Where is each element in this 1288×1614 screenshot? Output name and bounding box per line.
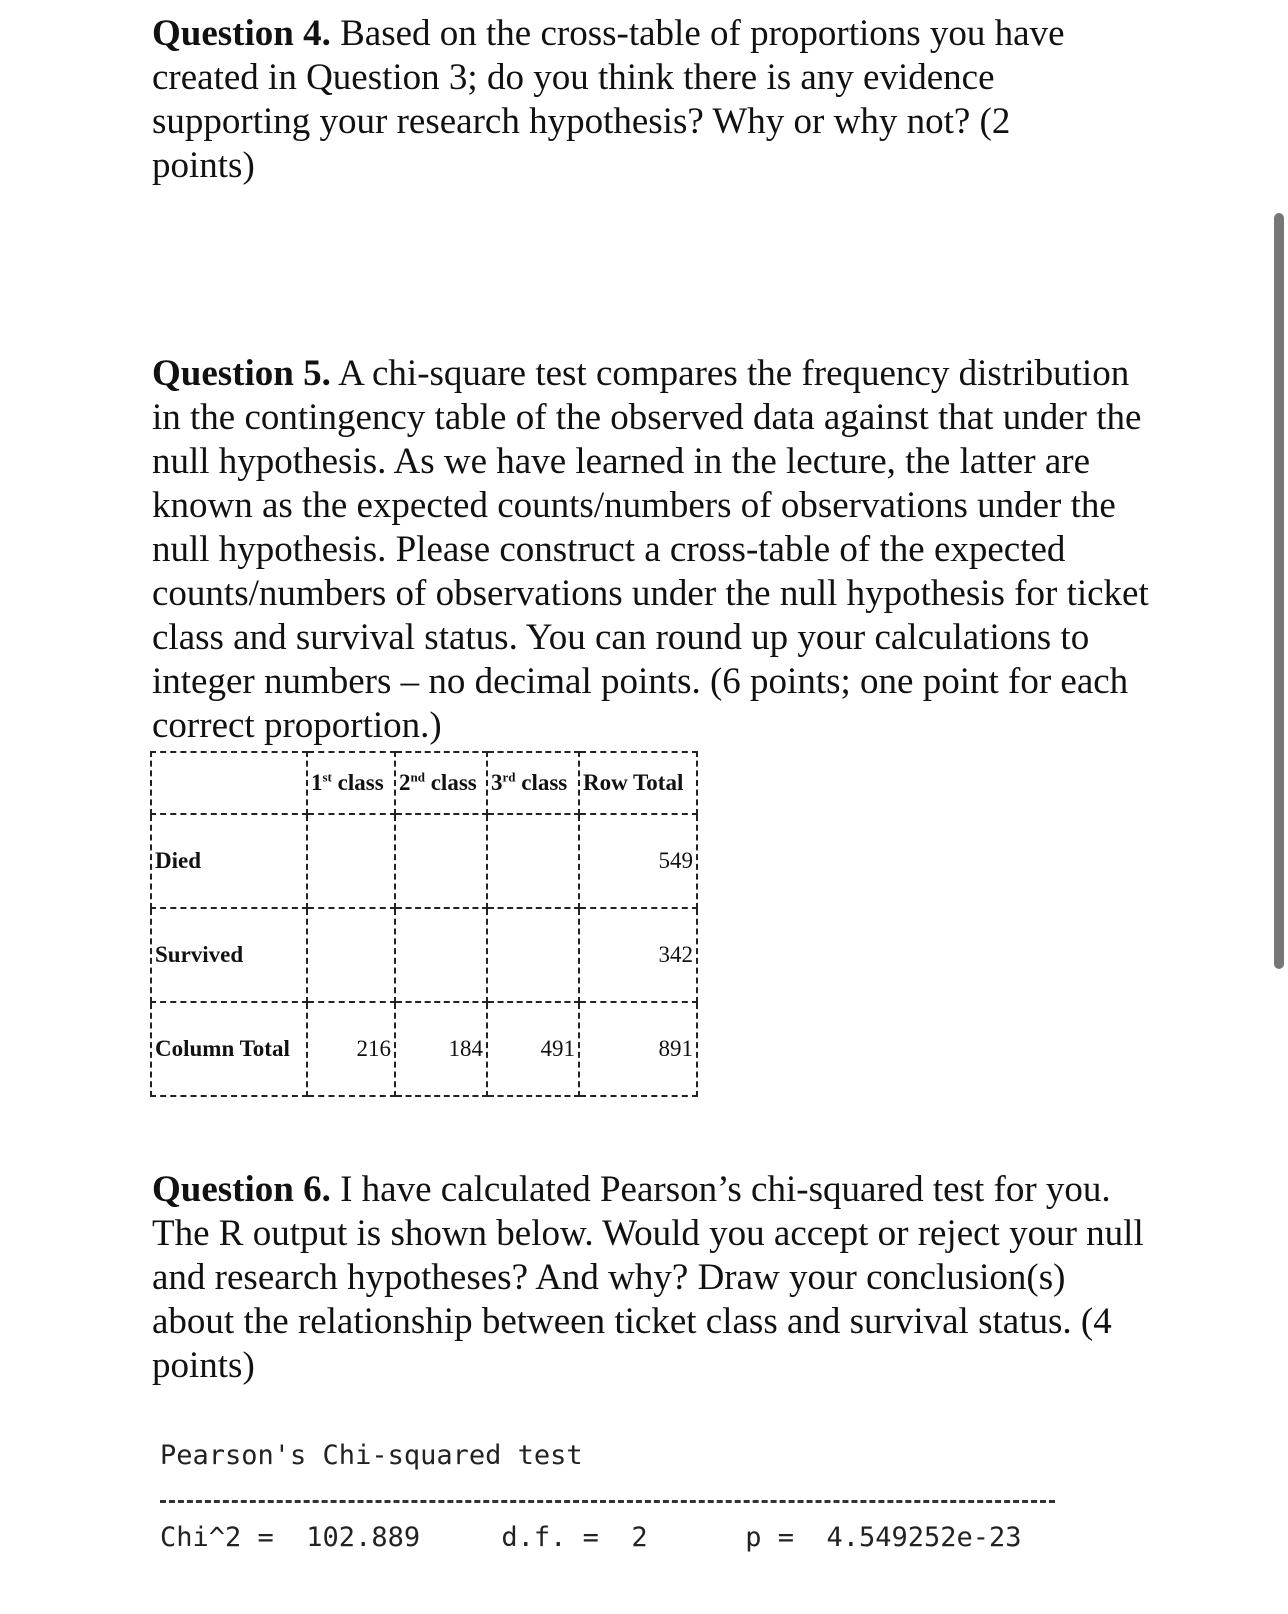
question-6 (152, 1168, 1152, 1388)
r-output-title: Pearson's Chi-squared test (160, 1440, 583, 1471)
cell-total-1st: 216 (307, 1002, 395, 1096)
table-header-row (151, 752, 697, 814)
cell-grand-total: 891 (579, 1002, 697, 1096)
cell-survived-3rd[interactable] (487, 908, 579, 1002)
header-2nd-num: 2 (399, 770, 411, 795)
question-4-text: Based on the cross-table of proportions you have created in Question 3; do you think there is any evidence supporting your research hypothesis? Why or why not? (2 points) (152, 13, 1065, 186)
header-2nd-sup: nd (410, 769, 425, 785)
r-output-stats: Chi^2 = 102.889 d.f. = 2 p = 4.549252e-23 (160, 1522, 1022, 1553)
r-output (160, 1440, 1022, 1553)
header-3rd-word: class (515, 770, 568, 795)
cell-died-total: 549 (579, 814, 697, 908)
row-label-column-total: Column Total (151, 1002, 307, 1096)
header-3rd-sup: rd (502, 769, 516, 785)
cell-total-2nd: 184 (395, 1002, 487, 1096)
cell-survived-total: 342 (579, 908, 697, 1002)
r-output-divider (160, 1500, 1055, 1503)
vertical-scrollbar[interactable] (1274, 213, 1284, 969)
question-4-label: Question 4. (152, 13, 331, 54)
cell-survived-1st[interactable] (307, 908, 395, 1002)
header-2nd-word: class (424, 770, 477, 795)
expected-counts-table (150, 751, 698, 1097)
table-row-column-total (151, 1002, 697, 1096)
header-1st-word: class (331, 770, 384, 795)
question-6-text: I have calculated Pearson’s chi-squared test for you. The R output is shown below. Would you accept or reject your null and research hypotheses? And why? Draw your conclusion(s) about the relationship between ticket class and survival status. (4 points) (152, 1169, 1144, 1386)
cell-died-2nd[interactable] (395, 814, 487, 908)
question-5 (152, 352, 1152, 748)
header-3rd-class (487, 752, 579, 814)
cell-died-3rd[interactable] (487, 814, 579, 908)
header-2nd-class (395, 752, 487, 814)
question-6-label: Question 6. (152, 1169, 331, 1210)
header-1st-sup: st (322, 769, 332, 785)
question-5-text: A chi-square test compares the frequency distribution in the contingency table of the observed data against that under the null hypothesis. As we have learned in the lecture, the latter are known as the expected counts/numbers of observations under the null hypothesis. Please construct a cross-table of the expected counts/numbers of observations under the null hypothesis for ticket class and survival status. You can round up your calculations to integer numbers – no decimal points. (6 points; one point for each correct proportion.) (152, 353, 1149, 746)
table-row-survived (151, 908, 697, 1002)
cell-died-1st[interactable] (307, 814, 395, 908)
question-5-label: Question 5. (152, 353, 331, 394)
row-label-died: Died (151, 814, 307, 908)
cell-total-3rd: 491 (487, 1002, 579, 1096)
header-3rd-num: 3 (491, 770, 503, 795)
header-1st-num: 1 (311, 770, 323, 795)
cell-survived-2nd[interactable] (395, 908, 487, 1002)
table-row-died (151, 814, 697, 908)
question-4 (152, 12, 1082, 188)
header-1st-class (307, 752, 395, 814)
table-corner-cell (151, 752, 307, 814)
row-label-survived: Survived (151, 908, 307, 1002)
header-row-total: Row Total (579, 752, 697, 814)
